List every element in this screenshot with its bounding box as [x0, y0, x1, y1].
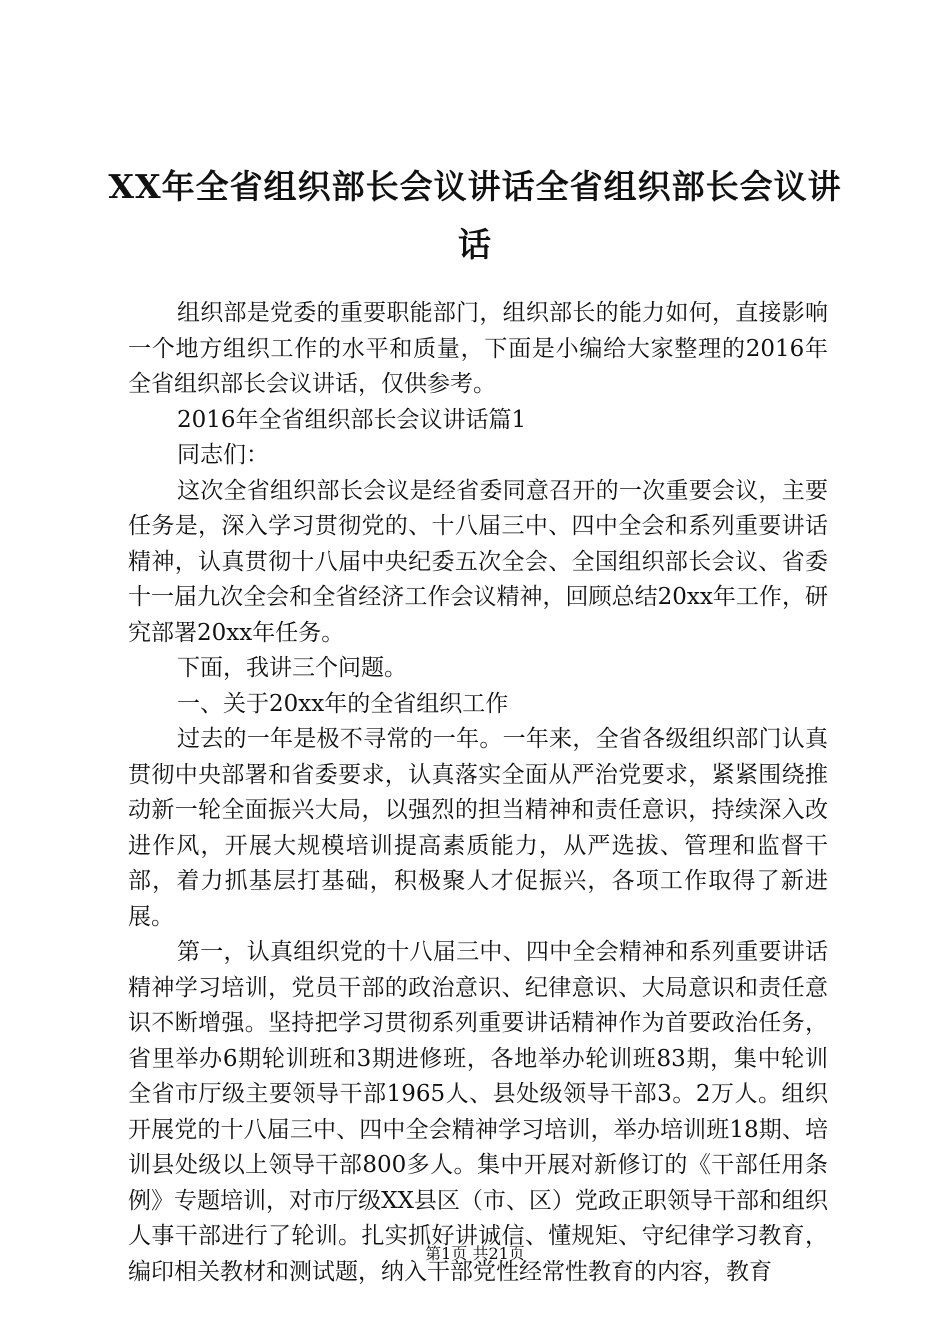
- document-title: XX年全省组织部长会议讲话全省组织部长会议讲话: [108, 167, 842, 264]
- document-body: [128, 296, 828, 1290]
- page-number-footer: 第1页 共21页: [425, 1244, 525, 1263]
- salutation: 同志们：: [177, 442, 269, 468]
- body-paragraph: 过去的一年是极不寻常的一年。一年来，全省各级组织部门认真贯彻中央部署和省委要求，认真落实全面从严治党要求，紧紧围绕推动新一轮全面振兴大局，以强烈的担当精神和责任意识，持续深入改进作风，开展大规模培训提高素质能力，从严选拔、管理和监督干部，着力抓基层打基础，积极聚人才促振兴，各项工作取得了新进展。: [128, 726, 828, 930]
- body-paragraph: 这次全省组织部长会议是经省委同意召开的一次重要会议，主要任务是，深入学习贯彻党的、十八届三中、四中全会和系列重要讲话精神，认真贯彻十八届中央纪委五次全会、全国组织部长会议、省委十一届九次全会和全省经济工作会议精神，回顾总结20xx年工作，研究部署20xx年任务。: [128, 477, 828, 646]
- section-heading: 一、关于20xx年的全省组织工作: [177, 690, 509, 717]
- body-paragraph: 第一，认真组织党的十八届三中、四中全会精神和系列重要讲话精神学习培训，党员干部的政治意识、纪律意识、大局意识和责任意识不断增强。坚持把学习贯彻系列重要讲话精神作为首要政治任务，省里举办6期轮训班和3期进修班，各地举办轮训班83期，集中轮训全省市厅级主要领导干部1965人、县处级领导干部3。2万人。组织开展党的十八届三中、四中全会精神学习培训，举办培训班18期、培训县处级以上领导干部800多人。集中开展对新修订的《干部任用条例》专题培训，对市厅级XX县区（市、区）党政正职领导干部和组织人事干部进行了轮训。扎实抓好讲诚信、懂规矩、守纪律学习教育，编印相关教材和测试题，纳入干部党性经常性教育的内容，教育: [128, 939, 828, 1285]
- body-paragraph: 下面，我讲三个问题。: [177, 655, 407, 681]
- section-heading: 2016年全省组织部长会议讲话篇1: [177, 406, 527, 433]
- intro-paragraph: 组织部是党委的重要职能部门，组织部长的能力如何，直接影响一个地方组织工作的水平和质量，下面是小编给大家整理的2016年全省组织部长会议讲话，仅供参考。: [128, 300, 828, 397]
